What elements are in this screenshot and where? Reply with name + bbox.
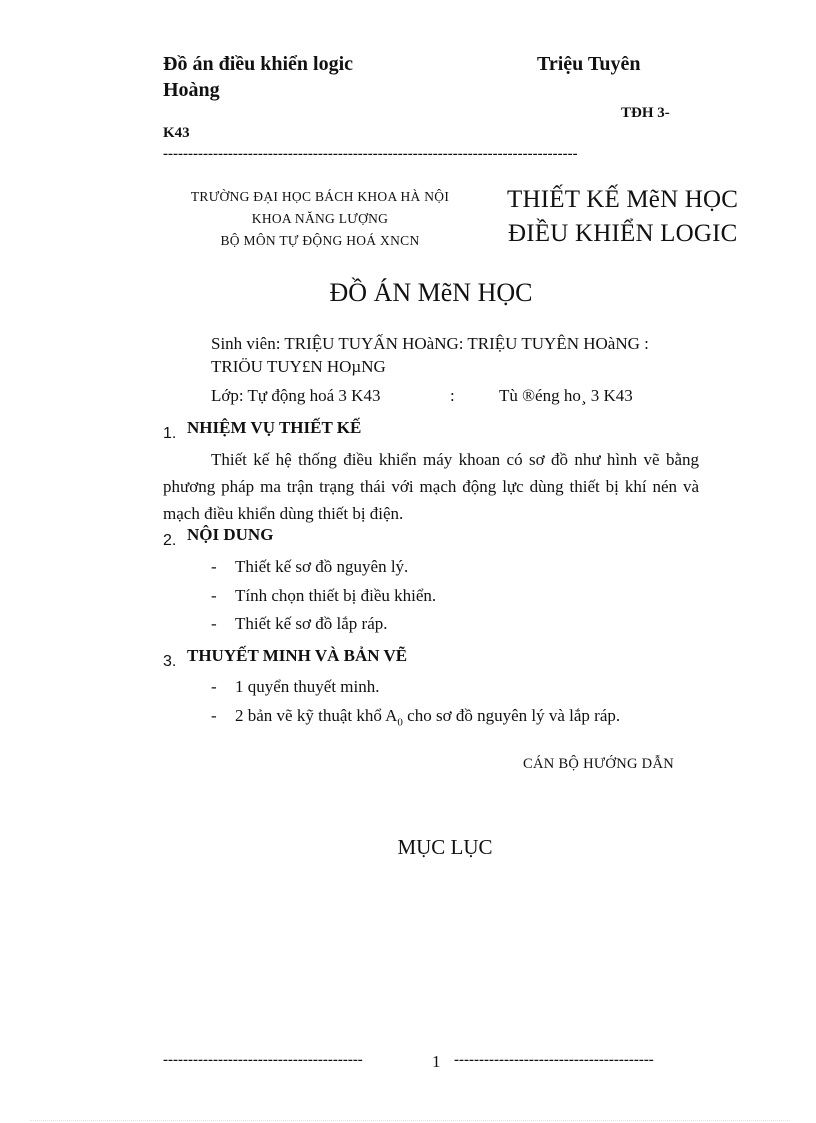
header-class-continued: K43 <box>163 125 190 141</box>
institution-faculty: KHOA NĂNG LƯỢNG <box>251 211 389 226</box>
header-class-code: TĐH 3- <box>621 105 670 121</box>
list-item: Thiết kế sơ đồ lắp ráp. <box>235 614 388 633</box>
list-item: Tính chọn thiết bị điều khiển. <box>235 586 437 605</box>
bullet-dash: - <box>211 557 217 576</box>
toc-title: MỤC LỤC <box>397 835 493 859</box>
list-item-drawings <box>235 706 620 728</box>
section-3-title: THUYẾT MINH VÀ BẢN VẼ <box>187 646 408 665</box>
bullet-dash: - <box>211 677 217 696</box>
list-item: 1 quyển thuyết minh. <box>235 677 380 696</box>
student-name-line: Sinh viên: TRIỆU TUYẤN HOàNG: TRIỆU TUYÊN HOàNG : <box>211 334 649 353</box>
student-class: Lớp: Tự động hoá 3 K43 <box>211 386 381 405</box>
footer-page-number: 1 <box>432 1052 441 1071</box>
design-title-line1: THIẾT KẾ MẽN HỌC <box>507 186 739 213</box>
main-title: ĐỒ ÁN MẽN HỌC <box>329 278 533 307</box>
footer-left-rule: ---------------------------------------- <box>163 1052 363 1068</box>
institution-university: TRƯỜNG ĐẠI HỌC BÁCH KHOA HÀ NỘI <box>190 189 450 204</box>
section-3-number: 3. <box>163 653 177 670</box>
bullet-dash: - <box>211 614 217 633</box>
section-2-title: NỘI DUNG <box>187 525 274 544</box>
bullet-dash: - <box>211 706 217 725</box>
supervisor-label: CÁN BỘ HƯỚNG DẪN <box>523 756 674 772</box>
drawings-subscript: 0 <box>397 716 403 729</box>
institution-department: BỘ MÔN TỰ ĐỘNG HOÁ XNCN <box>220 233 420 248</box>
design-title-line2: ĐIỀU KHIỂN LOGIC <box>508 220 738 247</box>
section-1-paragraph: Thiết kế hệ thống điều khiển máy khoan có sơ đồ như hình vẽ bằng phương pháp ma trận trạng thái với mạch động lực dùng thiết bị khí nén và mạch điều khiển dùng thiết bị điện. <box>163 450 699 523</box>
page-bottom-divider <box>30 1120 790 1121</box>
student-class-colon: : <box>450 386 455 405</box>
drawings-text-post: cho sơ đồ nguyên lý và lắp ráp. <box>402 706 621 725</box>
header-author: Triệu Tuyên <box>537 53 641 75</box>
header-author-continued: Hoàng <box>163 79 220 101</box>
bullet-dash: - <box>211 586 217 605</box>
section-2-number: 2. <box>163 532 177 549</box>
student-name-legacy: TRIÖU TUY£N HOµNG <box>211 357 386 376</box>
section-1-title: NHIỆM VỤ THIẾT KẾ <box>187 418 362 437</box>
drawings-text-pre: 2 bản vẽ kỹ thuật khổ A <box>235 706 398 725</box>
header-rule: ----------------------------------------------------------------------------------- <box>163 146 578 162</box>
student-class-legacy: Tù ®éng ho¸ 3 K43 <box>499 386 633 405</box>
footer-right-rule: ---------------------------------------- <box>454 1052 654 1068</box>
section-1-number: 1. <box>163 425 177 442</box>
header-doc-title: Đồ án điều khiển logic <box>163 53 354 75</box>
list-item: Thiết kế sơ đồ nguyên lý. <box>235 557 409 576</box>
